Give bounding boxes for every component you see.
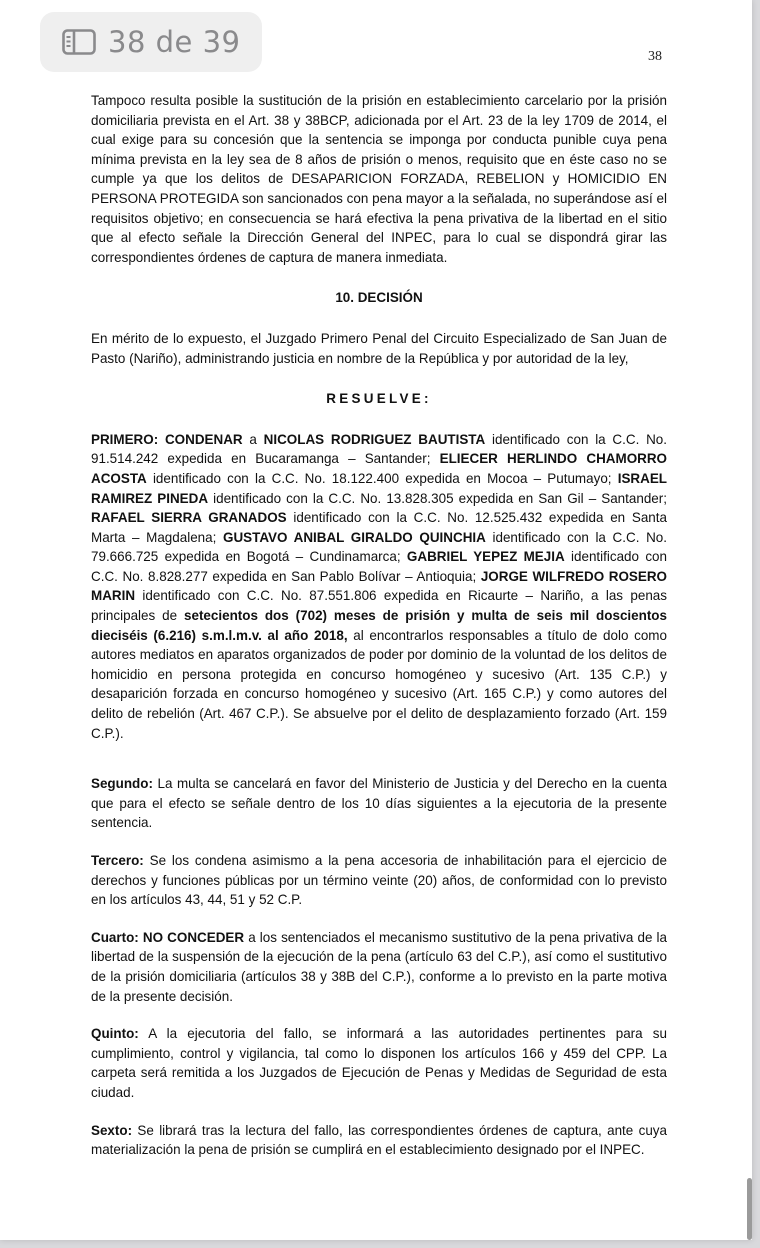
bold-text-run: ELIECER HERLINDO CHAMORRO ACOSTA (91, 451, 668, 486)
resuelve-heading: RESUELVE: (326, 391, 432, 407)
text-run: Se los condena asimismo a la pena accesoria de inhabilitación para el ejercicio de derechos y funciones públicas por un término veinte (20) años, de conformidad con lo previsto en los artículos 43, 44, 51 y 52 C.P. (91, 853, 667, 908)
bold-text-run: Sexto: (91, 1122, 133, 1138)
bold-text-run: Tercero: (91, 853, 144, 868)
text-run: identificado con la C.C. No. 13.828.305 expedida en San Gil – Santander; (208, 490, 667, 506)
bold-text-run: setecientos dos (702) meses de prisión y multa de seis mil doscientos dieciséis (6.216) s.m.l.m.v. al año 2018, (91, 608, 667, 643)
text-run: identificado con la C.C. No. 12.525.432 expedida en Santa Marta – Magdalena; (91, 510, 667, 545)
resolution-cuarto (91, 928, 667, 1006)
text-run: a los sentenciados el mecanismo sustitutivo de la pena privativa de la libertad de la suspensión de la ejecución de la pena (artículo 63 del C.P.), así como el sustitutivo de la prisión domiciliaria (artículos 38 y 38B del C.P.), conforme a lo previsto en la parte motiva de la presente decisión. (91, 929, 668, 1004)
bold-text-run: Segundo: (91, 776, 153, 792)
bold-text-run: NICOLAS RODRIGUEZ BAUTISTA (263, 431, 486, 447)
page-indicator-label: 38 de 39 (108, 25, 241, 59)
page-indicator[interactable] (40, 12, 262, 72)
resolution-sexto (91, 1121, 667, 1160)
bold-text-run: RAFAEL SIERRA GRANADOS (91, 510, 287, 526)
bold-text-run: JORGE WILFREDO ROSERO MARIN (91, 568, 667, 604)
bold-text-run: Quinto: (91, 1026, 139, 1042)
resolution-tercero (91, 851, 667, 910)
text-run: identificado con C.C. No. 87.551.806 expedida en Ricaurte – Nariño, a las penas principales de (91, 588, 667, 624)
document-body (91, 91, 667, 1160)
text-run: La multa se cancelará en favor del Ministerio de Justicia y del Derecho en la cuenta que para el efecto se señale dentro de los 10 días siguientes a la ejecutoria de la presente sentencia. (91, 776, 667, 831)
bold-text-run: Cuarto: NO CONCEDER (91, 929, 245, 945)
scrollbar[interactable] (747, 1178, 752, 1240)
section-heading: 10. DECISIÓN (335, 290, 423, 306)
text-run: identificado con C.C. No. 8.828.277 expedida en San Pablo Bolívar – Antioquia; (91, 549, 667, 584)
resolution-segundo (91, 774, 667, 833)
resolution-quinto (91, 1024, 667, 1102)
text-run: Se librará tras la lectura del fallo, las correspondientes órdenes de captura, ante cuya materialización la pena de prisión se cumplirá en el establecimiento designado por el INPEC. (91, 1122, 667, 1158)
text-run: al encontrarlos responsables a título de dolo como autores mediatos en aparatos organizados de poder por dominio de la voluntad de los delitos de homicidio en persona protegida en concurso homogéneo y sucesivo (Art. 135 C.P.) y desaparición forzada en concurso homogéneo y sucesivo (Art. 165 C.P.) y como autores del delito de rebelión (Art. 467 C.P.). Se absuelve por el delito de desplazamiento forzado (Art. 159 C.P.). (91, 627, 667, 741)
text-run: A la ejecutoria del fallo, se informará a las autoridades pertinentes para su cumplimiento, control y vigilancia, tal como lo disponen los artículos 166 y 459 del CPP. La carpeta será remitida a los Juzgados de Ejecución de Penas y Medidas de Seguridad de esta ciudad. (91, 1026, 667, 1100)
text-run: identificado con la C.C. No. 18.122.400 expedida en Mocoa – Putumayo; (146, 470, 618, 486)
resolution-primero (91, 430, 667, 744)
text-run: identificado con la C.C. No. 91.514.242 expedida en Bucaramanga – Santander; (91, 431, 667, 467)
bold-text-run: ISRAEL RAMIREZ PINEDA (91, 470, 667, 506)
text-run: identificado con la C.C. No. 79.666.725 expedida en Bogotá – Cundinamarca; (91, 529, 667, 565)
intro-paragraph (91, 91, 667, 267)
page-number: 38 (648, 49, 662, 64)
text-run: a (242, 431, 264, 447)
bold-text-run: GUSTAVO ANIBAL GIRALDO QUINCHIA (223, 529, 486, 545)
bold-text-run: PRIMERO: CONDENAR (91, 431, 243, 447)
text-run: En mérito de lo expuesto, el Juzgado Primero Penal del Circuito Especializado de San Juan de Pasto (Nariño), administrando justicia en nombre de la República y por autoridad de la ley, (91, 330, 667, 366)
merito-paragraph (91, 329, 667, 368)
bold-text-run: GABRIEL YEPEZ MEJIA (406, 549, 565, 565)
text-run: Tampoco resulta posible la sustitución de la prisión en establecimiento carcelario por la prisión domiciliaria prevista en el Art. 38 y 38BCP, adicionada por el Art. 23 de la ley 1709 de 2014, el cual exige para su concesión que la sentencia se imponga por conducta punible cuya pena mínima prevista en la ley sea de 8 años de prisión o menos, requisito que en éste caso no se cumple ya que los delitos de DESAPARICION FORZADA, REBELION y HOMICIDIO EN PERSONA PROTEGIDA son sancionados con pena mayor a la señalada, no superándose así el requisitos objetivo; en consecuencia se hará efectiva la pena privativa de la libertad en el sitio que al efecto señale la Dirección General del INPEC, para lo cual se dispondrá girar las correspondientes órdenes de captura de manera inmediata. (91, 93, 667, 265)
sidebar-icon[interactable] (62, 29, 96, 55)
